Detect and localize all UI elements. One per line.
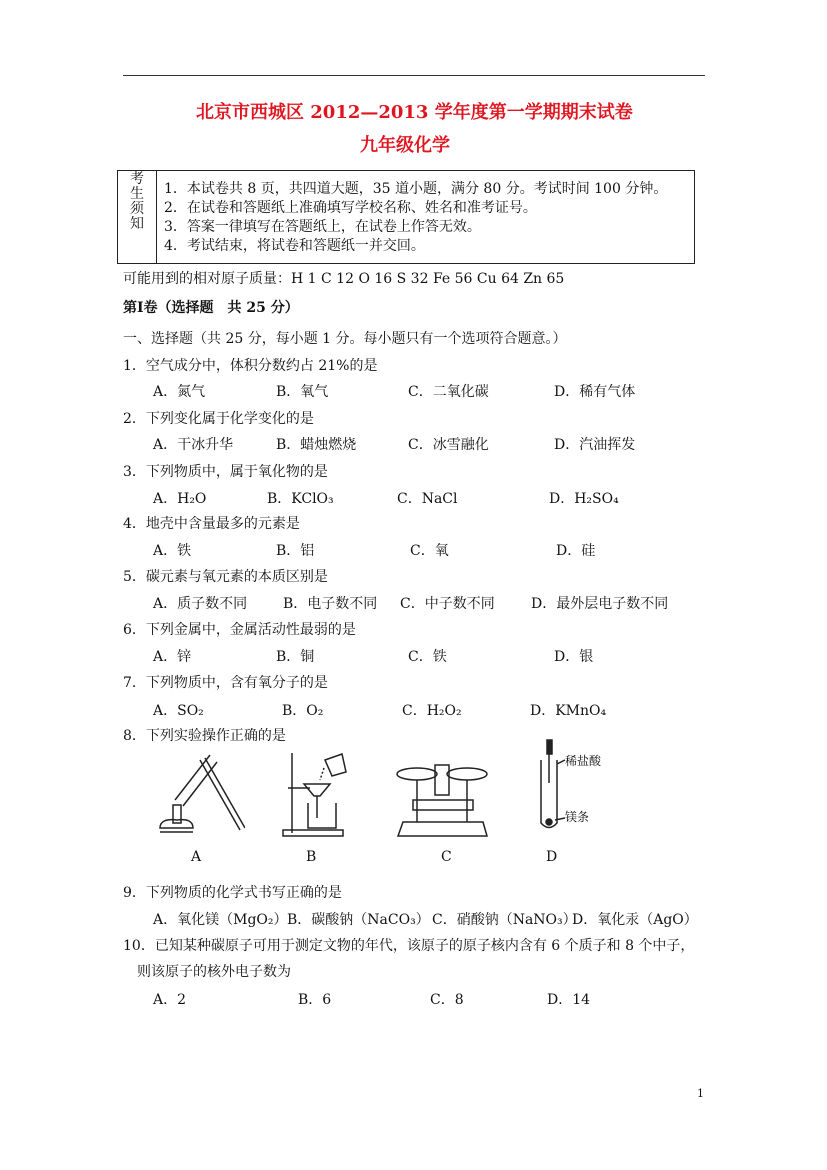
figure-label: 稀盐酸 bbox=[565, 754, 602, 768]
heating-test-tube-figure bbox=[155, 750, 245, 840]
option: A．氧化镁（MgO₂） bbox=[153, 912, 288, 928]
option: B．铝 bbox=[276, 543, 315, 559]
option: C．中子数不同 bbox=[400, 596, 495, 612]
option: D．H₂SO₄ bbox=[549, 491, 619, 507]
question: 8．下列实验操作正确的是 bbox=[123, 728, 286, 744]
question: 10．已知某种碳原子可用于测定文物的年代，该原子的原子核内含有 6 个质子和 8 个中子， bbox=[123, 938, 695, 954]
header-rule bbox=[123, 75, 705, 76]
option: B．蜡烛燃烧 bbox=[276, 437, 357, 453]
question: 6．下列金属中，金属活动性最弱的是 bbox=[123, 622, 356, 638]
option: C．铁 bbox=[408, 649, 447, 665]
option: B．碳酸钠（NaCO₃） bbox=[287, 912, 430, 928]
option: B．6 bbox=[298, 992, 332, 1008]
option: C．氧 bbox=[410, 543, 449, 559]
notice-label: 须 bbox=[130, 201, 144, 217]
question: 7．下列物质中，含有氧分子的是 bbox=[123, 675, 328, 691]
option: D．硅 bbox=[556, 543, 596, 559]
option: A．锌 bbox=[153, 649, 192, 665]
option: D．KMnO₄ bbox=[530, 703, 607, 719]
notice-item: 4．考试结束，将试卷和答题纸一并交回。 bbox=[164, 238, 425, 254]
option: A．铁 bbox=[153, 543, 192, 559]
option: B．铜 bbox=[276, 649, 315, 665]
atomic-mass: 可能用到的相对原子质量：H 1 C 12 O 16 S 32 Fe 56 Cu 64 Zn 65 bbox=[123, 271, 565, 287]
question: 3．下列物质中，属于氧化物的是 bbox=[123, 464, 328, 480]
option: D．稀有气体 bbox=[554, 384, 636, 400]
part-instructions: 一、选择题（共 25 分，每小题 1 分。每小题只有一个选项符合题意。） bbox=[123, 331, 567, 347]
option: B．KClO₃ bbox=[267, 491, 334, 507]
option: D．银 bbox=[554, 649, 594, 665]
notice-label: 考 bbox=[130, 171, 144, 187]
page-number: 1 bbox=[697, 1087, 704, 1100]
option: C．H₂O₂ bbox=[402, 703, 462, 719]
option: A bbox=[191, 849, 202, 865]
option: C．8 bbox=[430, 992, 464, 1008]
section-heading: 第Ⅰ卷（选择题 共 25 分） bbox=[123, 300, 299, 316]
option: A．氮气 bbox=[153, 384, 206, 400]
notice-item: 3．答案一律填写在答题纸上，在试卷上作答无效。 bbox=[164, 219, 481, 235]
exam-title: 北京市西城区 2012—2013 学年度第一学期期末试卷 bbox=[196, 102, 633, 123]
option: C．NaCl bbox=[397, 491, 458, 507]
question-continued: 则该原子的核外电子数为 bbox=[137, 964, 291, 980]
figure-label: 镁条 bbox=[565, 810, 590, 824]
option: A．SO₂ bbox=[153, 703, 204, 719]
option: B bbox=[306, 849, 317, 865]
notice-label: 生 bbox=[130, 186, 144, 202]
notice-item: 2．在试卷和答题纸上准确填写学校名称、姓名和准考证号。 bbox=[164, 200, 537, 216]
option: A．干冰升华 bbox=[153, 437, 234, 453]
exam-subtitle: 九年级化学 bbox=[360, 135, 450, 156]
option: C．冰雪融化 bbox=[408, 437, 489, 453]
filtration-figure bbox=[280, 748, 350, 838]
option: D bbox=[546, 849, 558, 865]
option: C．二氧化碳 bbox=[408, 384, 489, 400]
option: A．H₂O bbox=[153, 491, 207, 507]
question: 4．地壳中含量最多的元素是 bbox=[123, 516, 300, 532]
question: 5．碳元素与氧元素的本质区别是 bbox=[123, 569, 328, 585]
option: B．电子数不同 bbox=[283, 596, 378, 612]
option: B．氧气 bbox=[276, 384, 329, 400]
question: 1．空气成分中，体积分数约占 21%的是 bbox=[123, 358, 378, 374]
balance-figure bbox=[395, 762, 490, 838]
option: C bbox=[441, 849, 452, 865]
option: D．氧化汞（AgO） bbox=[572, 912, 698, 928]
notice-label: 知 bbox=[130, 216, 144, 232]
question: 2．下列变化属于化学变化的是 bbox=[123, 411, 314, 427]
option: D．汽油挥发 bbox=[554, 437, 636, 453]
notice-box bbox=[117, 170, 695, 264]
option: B．O₂ bbox=[282, 703, 324, 719]
option: C．硝酸钠（NaNO₃） bbox=[432, 912, 577, 928]
notice-item: 1．本试卷共 8 页，共四道大题，35 道小题，满分 80 分。考试时间 100 分钟。 bbox=[164, 181, 668, 197]
option: A．2 bbox=[153, 992, 187, 1008]
option: D．14 bbox=[547, 992, 591, 1008]
option: D．最外层电子数不同 bbox=[531, 596, 669, 612]
option: A．质子数不同 bbox=[153, 596, 248, 612]
question: 9．下列物质的化学式书写正确的是 bbox=[123, 885, 342, 901]
